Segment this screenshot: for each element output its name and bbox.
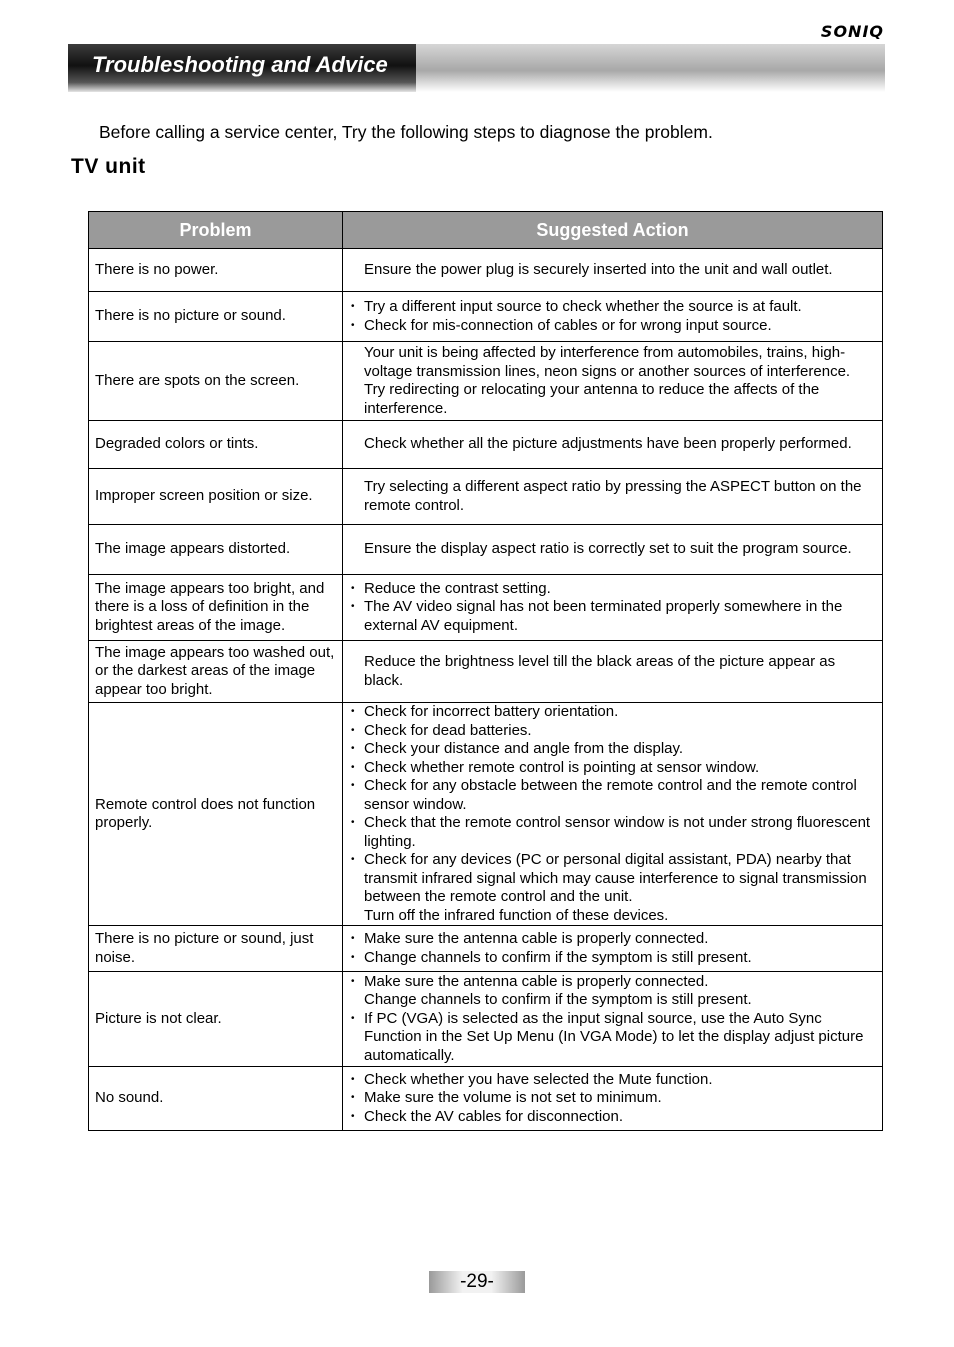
action-item: Ensure the power plug is securely inserted into the unit and wall outlet. <box>364 260 833 278</box>
action-cell <box>343 926 883 972</box>
problem-cell: Remote control does not function properly. <box>89 703 343 926</box>
action-list <box>364 580 874 636</box>
action-cell <box>343 641 883 703</box>
action-item: • Try a different input source to check whether the source is at fault. <box>364 298 874 317</box>
action-item: • Check whether you have selected the Mute function. <box>364 1071 874 1090</box>
action-item: Change channels to confirm if the symptom is still present. <box>364 991 752 1009</box>
section-title: TV unit <box>71 155 146 178</box>
table-row <box>89 703 883 926</box>
troubleshooting-table <box>88 211 883 1131</box>
column-header-action: Suggested Action <box>343 212 883 249</box>
intro-text: Before calling a service center, Try the following steps to diagnose the problem. <box>99 122 713 142</box>
action-list <box>364 261 874 280</box>
table-row <box>89 926 883 972</box>
column-header-problem: Problem <box>89 212 343 249</box>
action-item: Your unit is being affected by interference from automobiles, trains, high-voltage transmission lines, neon signs or another sources of interference. Try redirecting or relocating your antenna to reduce the affects of the interference. <box>364 344 851 417</box>
action-list <box>364 478 874 515</box>
action-cell <box>343 972 883 1067</box>
table-row <box>89 292 883 342</box>
action-item: • Check your distance and angle from the display. <box>364 740 874 759</box>
table-header-row <box>89 212 883 249</box>
table-body <box>89 249 883 1131</box>
action-cell <box>343 525 883 575</box>
action-item: Turn off the infrared function of these devices. <box>364 906 669 924</box>
table-row <box>89 469 883 525</box>
action-list <box>364 973 874 1066</box>
action-item: • Change channels to confirm if the symptom is still present. <box>364 949 874 968</box>
action-cell <box>343 292 883 342</box>
action-item: • Check for any devices (PC or personal digital assistant, PDA) nearby that transmit infrared signal which may cause interference to signal transmission between the remote control and the unit. <box>364 851 874 907</box>
action-item: Check whether all the picture adjustments have been properly performed. <box>364 435 852 453</box>
action-item: • Make sure the antenna cable is properly connected. <box>364 973 874 992</box>
action-item: Reduce the brightness level till the black areas of the picture appear as black. <box>364 653 836 689</box>
page-title: Troubleshooting and Advice <box>92 52 388 77</box>
problem-cell: There is no power. <box>89 249 343 292</box>
page-number: -29- <box>429 1271 525 1293</box>
table-row <box>89 342 883 421</box>
action-item: • The AV video signal has not been terminated properly somewhere in the external AV equipment. <box>364 598 874 635</box>
action-list <box>364 344 874 418</box>
action-cell <box>343 575 883 641</box>
problem-cell: The image appears too bright, and there is a loss of definition in the brightest areas of the image. <box>89 575 343 641</box>
table-row <box>89 641 883 703</box>
action-list <box>364 298 874 335</box>
table-row <box>89 1067 883 1131</box>
table-row <box>89 525 883 575</box>
problem-cell: The image appears too washed out, or the darkest areas of the image appear too bright. <box>89 641 343 703</box>
problem-cell: No sound. <box>89 1067 343 1131</box>
action-item: Ensure the display aspect ratio is correctly set to suit the program source. <box>364 540 852 558</box>
action-item: • Check for incorrect battery orientation. <box>364 703 874 722</box>
problem-cell: The image appears distorted. <box>89 525 343 575</box>
problem-cell: Picture is not clear. <box>89 972 343 1067</box>
action-item: • Check that the remote control sensor window is not under strong fluorescent lighting. <box>364 814 874 851</box>
action-cell <box>343 1067 883 1131</box>
action-item: • Make sure the volume is not set to minimum. <box>364 1089 874 1108</box>
action-item: • Check the AV cables for disconnection. <box>364 1108 874 1127</box>
problem-cell: There is no picture or sound. <box>89 292 343 342</box>
action-item: Try selecting a different aspect ratio by pressing the ASPECT button on the remote control. <box>364 478 862 514</box>
action-item: • If PC (VGA) is selected as the input signal source, use the Auto Sync Function in the Set Up Menu (In VGA Mode) to let the display adjust picture automatically. <box>364 1010 874 1066</box>
problem-cell: There is no picture or sound, just noise. <box>89 926 343 972</box>
action-item: • Reduce the contrast setting. <box>364 580 874 599</box>
action-item: • Check for any obstacle between the remote control and the remote control sensor window. <box>364 777 874 814</box>
action-list <box>364 653 874 690</box>
action-item: • Check whether remote control is pointing at sensor window. <box>364 759 874 778</box>
action-list <box>364 540 874 559</box>
action-cell <box>343 469 883 525</box>
action-cell <box>343 342 883 421</box>
table-row <box>89 972 883 1067</box>
action-item: • Check for dead batteries. <box>364 722 874 741</box>
action-item: • Check for mis-connection of cables or for wrong input source. <box>364 317 874 336</box>
action-cell <box>343 249 883 292</box>
table-row <box>89 575 883 641</box>
action-cell <box>343 421 883 469</box>
brand-logo: SONIQ <box>820 22 884 41</box>
table-row <box>89 421 883 469</box>
table-row <box>89 249 883 292</box>
problem-cell: Improper screen position or size. <box>89 469 343 525</box>
problem-cell: Degraded colors or tints. <box>89 421 343 469</box>
action-list <box>364 435 874 454</box>
action-list <box>364 703 874 925</box>
problem-cell: There are spots on the screen. <box>89 342 343 421</box>
action-cell <box>343 703 883 926</box>
action-list <box>364 1071 874 1127</box>
action-item: • Make sure the antenna cable is properly connected. <box>364 930 874 949</box>
action-list <box>364 930 874 967</box>
